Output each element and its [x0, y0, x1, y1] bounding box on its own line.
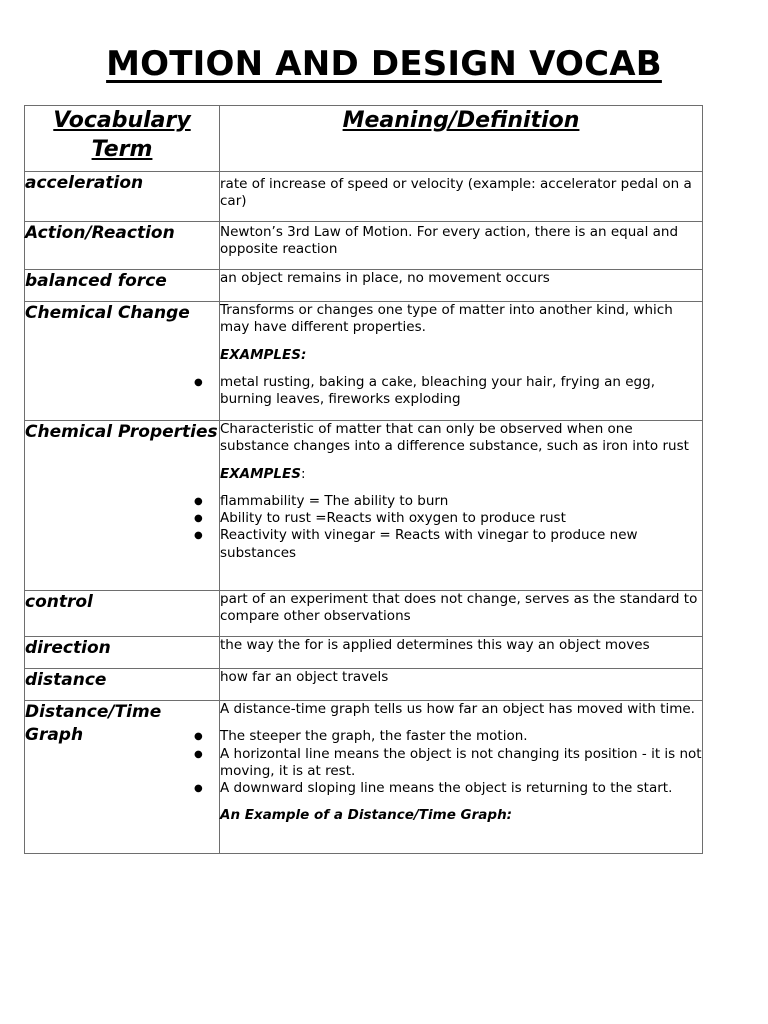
definition-action-reaction: Newton’s 3rd Law of Motion. For every action, there is an equal and opposite reaction [220, 224, 679, 258]
definition-cell [220, 669, 703, 701]
term-cell [25, 701, 220, 854]
term-acceleration: acceleration [25, 173, 144, 193]
examples-label: EXAMPLES [220, 465, 301, 482]
examples-list [194, 492, 702, 562]
table-row [25, 270, 703, 302]
term-cell [25, 172, 220, 222]
fact-text: A horizontal line means the object is not changing its position - it is not moving, it is at rest. [220, 745, 702, 779]
term-distance-time-graph: Distance/Time Graph [25, 702, 162, 745]
list-item [194, 492, 702, 510]
table-row [25, 421, 703, 591]
term-cell [25, 222, 220, 270]
examples-colon: : [300, 465, 306, 482]
definition-chemical-properties: Characteristic of matter that can only be observed when one substance changes into a difference substance, such as iron into rust [220, 421, 689, 455]
definition-acceleration: rate of increase of speed or velocity (example: accelerator pedal on a car) [220, 176, 692, 210]
definition-control: part of an experiment that does not change, serves as the standard to compare other observations [220, 591, 698, 625]
definition-cell [194, 701, 703, 854]
table-row [25, 701, 703, 854]
term-action-reaction: Action/Reaction [25, 223, 175, 243]
term-distance: distance [25, 670, 107, 690]
bullet-icon: ● [194, 748, 203, 760]
vocab-table [24, 105, 703, 854]
term-cell [25, 270, 220, 302]
list-item [194, 780, 702, 797]
table-row [25, 591, 703, 637]
fact-text: A downward sloping line means the object is returning to the start. [220, 780, 673, 797]
list-item [194, 527, 702, 562]
list-item [194, 745, 702, 781]
page-title: MOTION AND DESIGN VOCAB [106, 44, 662, 84]
definition-distance-time-graph: A distance-time graph tells us how far an object has moved with time. [220, 701, 695, 717]
definition-balanced-force: an object remains in place, no movement occurs [220, 270, 550, 286]
graph-example-caption: An Example of a Distance/Time Graph: [220, 807, 513, 824]
term-cell [25, 591, 220, 637]
list-item [194, 510, 702, 527]
header-definition-label: Meaning/Definition [342, 108, 580, 133]
term-control: control [25, 592, 93, 612]
bullet-icon: ● [194, 530, 203, 542]
definition-cell [194, 302, 703, 421]
example-text: Ability to rust =Reacts with oxygen to produce rust [220, 510, 566, 527]
examples-list [194, 373, 702, 409]
header-term-label: Vocabulary Term [53, 108, 191, 162]
definition-distance: how far an object travels [220, 669, 389, 685]
term-direction: direction [25, 638, 111, 658]
table-row [25, 302, 703, 421]
term-chemical-properties: Chemical Properties [25, 422, 218, 442]
term-chemical-change: Chemical Change [25, 303, 190, 323]
definition-chemical-change: Transforms or changes one type of matter into another kind, which may have different properties. [220, 302, 673, 336]
facts-list [194, 728, 702, 797]
definition-cell [220, 637, 703, 669]
list-item [194, 728, 702, 745]
definition-direction: the way the for is applied determines this way an object moves [220, 637, 650, 653]
table-row [25, 669, 703, 701]
examples-label-line [220, 466, 702, 483]
term-cell [25, 421, 220, 591]
bullet-icon: ● [194, 513, 203, 525]
table-row [25, 222, 703, 270]
table-row [25, 637, 703, 669]
bullet-icon: ● [194, 731, 203, 743]
definition-cell [220, 591, 703, 637]
definition-cell [220, 270, 703, 302]
example-text: metal rusting, baking a cake, bleaching your hair, frying an egg, burning leaves, fireworks exploding [220, 373, 655, 408]
term-cell [25, 637, 220, 669]
definition-cell [220, 222, 703, 270]
definition-cell [194, 421, 703, 591]
bullet-icon: ● [194, 783, 203, 795]
definition-cell [220, 172, 703, 222]
list-item [194, 373, 702, 409]
term-balanced-force: balanced force [25, 271, 167, 291]
example-text: flammability = The ability to burn [220, 492, 449, 509]
header-term [25, 106, 220, 172]
bullet-icon: ● [194, 495, 203, 507]
example-text: Reactivity with vinegar = Reacts with vinegar to produce new substances [220, 527, 638, 561]
examples-label: EXAMPLES: [220, 346, 307, 363]
bullet-icon: ● [194, 376, 203, 388]
header-definition [220, 106, 703, 172]
table-row [25, 172, 703, 222]
term-cell [25, 669, 220, 701]
fact-text: The steeper the graph, the faster the motion. [220, 728, 528, 745]
term-cell [25, 302, 220, 421]
table-header-row [25, 106, 703, 172]
